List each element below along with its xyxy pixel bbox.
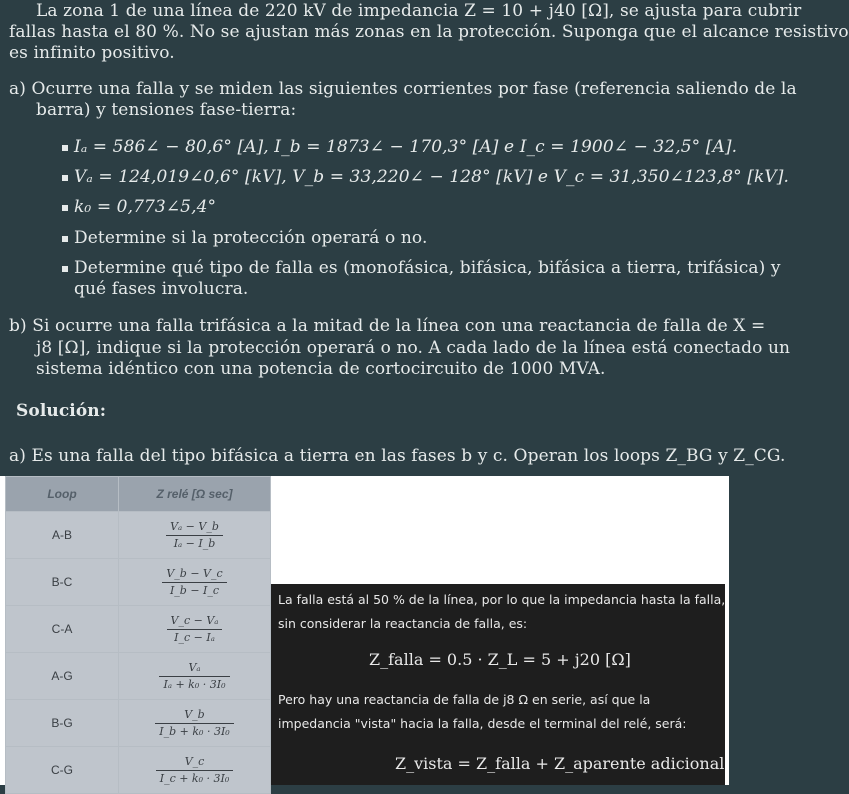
bullet-determine-fault-type: Determine qué tipo de falla es (monofásica, bifásica, bifásica a tierra, trifásica) y: [74, 258, 781, 278]
loop-formula: [119, 700, 271, 747]
part-b-line-2: j8 [Ω], indique si la protección operará o no. A cada lado de la línea está conectado un: [36, 338, 791, 358]
table-row: [6, 512, 271, 559]
table-row: [6, 653, 271, 700]
loop-formula: [119, 747, 271, 794]
header-loop: Loop: [6, 477, 119, 512]
bullet-marker: [62, 175, 68, 181]
bullet-k0: k₀ = 0,773∠5,4°: [74, 197, 217, 217]
loop-label: A-B: [6, 512, 119, 559]
part-b-line-3: sistema idéntico con una potencia de cortocircuito de 1000 MVA.: [36, 359, 606, 379]
part-b-line-1: b) Si ocurre una falla trifásica a la mitad de la línea con una reactancia de falla de X =: [9, 316, 766, 336]
bullet-marker: [62, 145, 68, 151]
bullet-voltages: Vₐ = 124,019∠0,6° [kV], V_b = 33,220∠ − 128° [kV] e V_c = 31,350∠123,8° [kV].: [74, 167, 789, 187]
table-row: [6, 700, 271, 747]
loop-formula: [119, 653, 271, 700]
loop-formula: [119, 559, 271, 606]
header-z-relay: Z relé [Ω sec]: [119, 477, 271, 512]
bullet-marker: [62, 266, 68, 272]
loop-label: A-G: [6, 653, 119, 700]
note-line-4: impedancia "vista" hacia la falla, desde el terminal del relé, será:: [278, 716, 687, 731]
explanation-panel: [271, 584, 725, 785]
equation-z-vista: Z_vista = Z_falla + Z_aparente adicional: [395, 754, 725, 773]
solution-heading: Solución:: [16, 401, 107, 421]
formula-numerator: V_b − V_c: [162, 566, 226, 583]
equation-z-falla: Z_falla = 0.5 · Z_L = 5 + j20 [Ω]: [369, 650, 631, 669]
loop-label: C-G: [6, 747, 119, 794]
intro-line-1: La zona 1 de una línea de 220 kV de impedancia Z = 10 + j40 [Ω], se ajusta para cubrir: [36, 1, 802, 21]
loop-formula: [119, 512, 271, 559]
table-header-row: [6, 477, 271, 512]
intro-line-3: es infinito positivo.: [9, 43, 175, 63]
formula-denominator: I_c + k₀ · 3I₀: [159, 771, 230, 785]
intro-line-2: fallas hasta el 80 %. No se ajustan más zonas en la protección. Suponga que el alcance resistivo: [9, 22, 849, 42]
loop-label: B-C: [6, 559, 119, 606]
note-line-2: sin considerar la reactancia de falla, es:: [278, 616, 528, 631]
formula-denominator: I_b + k₀ · 3I₀: [159, 724, 230, 738]
formula-numerator: V_c − Vₐ: [167, 613, 223, 630]
bullet-currents: Iₐ = 586∠ − 80,6° [A], I_b = 1873∠ − 170,3° [A] e I_c = 1900∠ − 32,5° [A].: [74, 137, 738, 157]
loop-label: C-A: [6, 606, 119, 653]
bullet-marker: [62, 205, 68, 211]
loop-label: B-G: [6, 700, 119, 747]
formula-denominator: Iₐ + k₀ · 3I₀: [163, 677, 226, 691]
bullet-marker: [62, 236, 68, 242]
table-row: [6, 747, 271, 794]
bullet-determine-fault-type-cont: qué fases involucra.: [74, 279, 249, 299]
part-a-line-2: barra) y tensiones fase-tierra:: [36, 100, 297, 120]
formula-denominator: I_b − I_c: [169, 583, 220, 597]
table-row: [6, 606, 271, 653]
loop-formula: [119, 606, 271, 653]
part-a-line-1: a) Ocurre una falla y se miden las siguientes corrientes por fase (referencia saliendo de la: [9, 79, 797, 99]
formula-denominator: Iₐ − I_b: [173, 536, 216, 550]
formula-numerator: Vₐ − V_b: [166, 519, 223, 536]
solution-answer: a) Es una falla del tipo bifásica a tierra en las fases b y c. Operan los loops Z_BG y Z_CG.: [9, 446, 786, 466]
table-row: [6, 559, 271, 606]
formula-denominator: I_c − Iₐ: [174, 630, 215, 644]
bullet-determine-operation: Determine si la protección operará o no.: [74, 228, 428, 248]
loop-impedance-table: [5, 476, 271, 794]
formula-numerator: Vₐ: [159, 660, 229, 677]
note-line-3: Pero hay una reactancia de falla de j8 Ω en serie, así que la: [278, 692, 651, 707]
formula-numerator: V_b: [155, 707, 233, 724]
note-line-1: La falla está al 50 % de la línea, por lo que la impedancia hasta la falla,: [278, 592, 726, 607]
formula-numerator: V_c: [156, 754, 234, 771]
